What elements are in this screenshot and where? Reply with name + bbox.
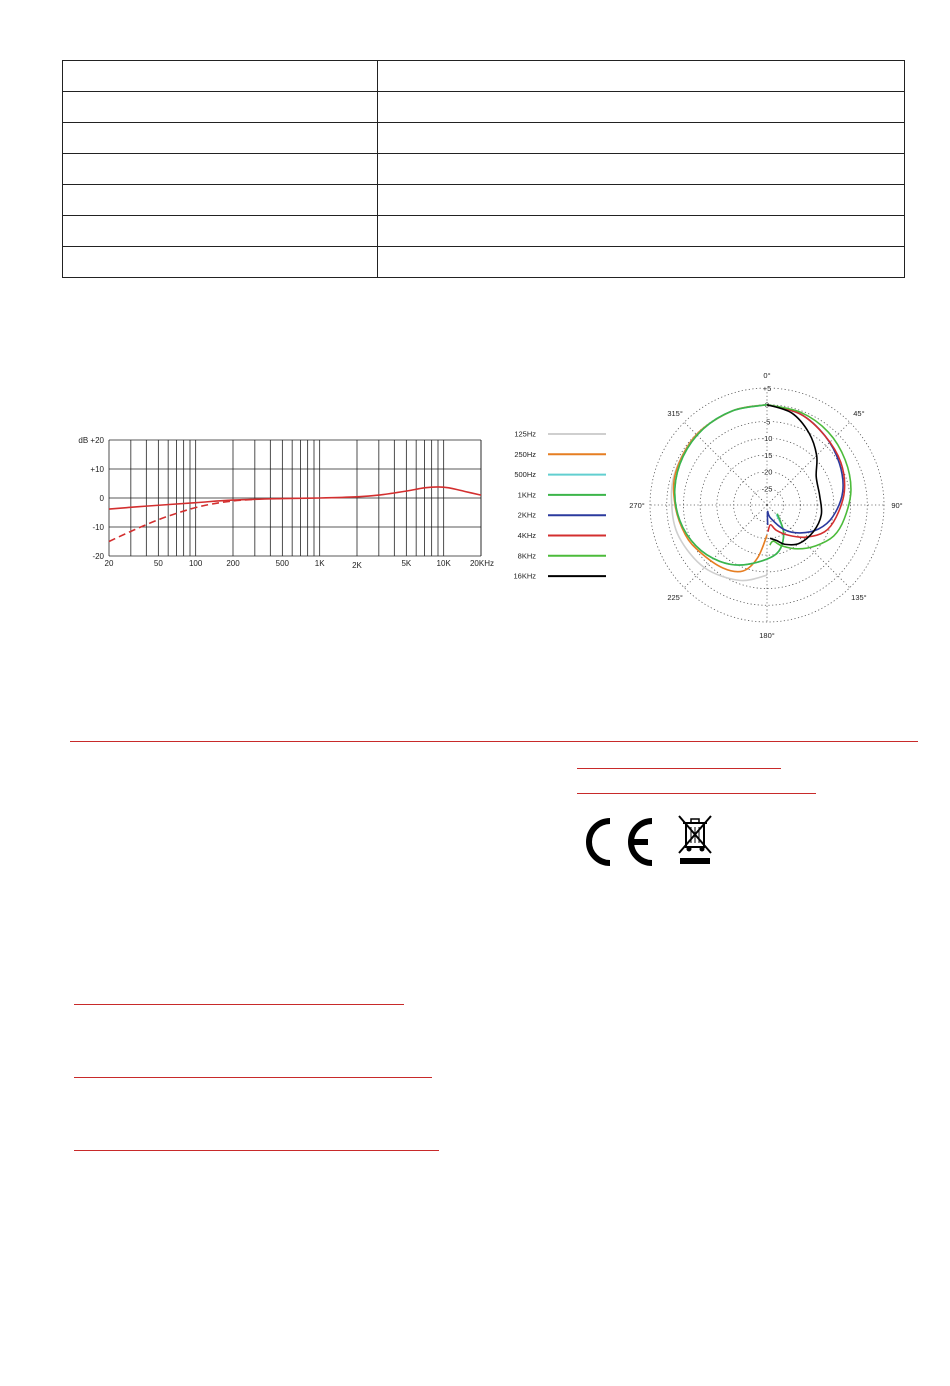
spec-value-cell: [378, 61, 905, 92]
legend-label: 500Hz: [514, 470, 536, 480]
x-tick-label: 10K: [436, 559, 451, 568]
spec-label-cell: [63, 154, 378, 185]
legend-label: 16KHz: [513, 571, 536, 581]
polar-angle-label: 225°: [667, 592, 683, 602]
spec-value-cell: [378, 123, 905, 154]
polar-series-250hz: [674, 405, 767, 572]
x-tick-label: 50: [153, 559, 163, 568]
polar-angle-label: 315°: [667, 409, 683, 419]
ce-mark-icon: [578, 815, 658, 869]
spec-label-cell: [63, 216, 378, 247]
legend-label: 2KHz: [517, 510, 536, 520]
polar-pattern-chart: [500, 360, 940, 650]
legend-label: 250Hz: [514, 449, 536, 459]
section-divider: [70, 741, 918, 742]
x-tick-label: 5K: [401, 559, 412, 568]
polar-ring-label: -5: [763, 417, 771, 427]
spec-value-cell: [378, 185, 905, 216]
polar-ring-label: -25: [761, 484, 773, 494]
legend-label: 125Hz: [514, 429, 536, 439]
spec-row: [63, 123, 905, 154]
polar-series-2khz: [767, 405, 843, 533]
underline-short: [577, 768, 781, 769]
polar-ring-label: +5: [762, 384, 772, 393]
polar-angle-label: 270°: [629, 501, 645, 510]
x-tick-label: 20KHz: [469, 559, 495, 568]
spec-value-cell: [378, 247, 905, 278]
polar-angle-label: 180°: [759, 631, 775, 640]
y-tick-label: -20: [92, 552, 104, 561]
polar-series-125hz: [671, 405, 767, 581]
polar-spoke: [767, 422, 850, 505]
legend-label: 1KHz: [517, 490, 536, 500]
underline-left-1: [74, 1004, 404, 1005]
spec-row: [63, 247, 905, 278]
polar-ring-label: 0: [764, 400, 770, 410]
legend-label: 4KHz: [517, 531, 536, 540]
y-tick-label: -10: [92, 523, 104, 532]
y-tick-label: +10: [90, 465, 104, 474]
spec-row: [63, 92, 905, 123]
spec-label-cell: [63, 185, 378, 216]
polar-ring-label: -20: [761, 467, 773, 477]
y-tick-label: 0: [99, 494, 104, 503]
spec-value-cell: [378, 154, 905, 185]
polar-angle-label: 0°: [763, 371, 771, 380]
underline-left-3: [74, 1150, 439, 1151]
spec-label-cell: [63, 61, 378, 92]
spec-value-cell: [378, 92, 905, 123]
y-tick-label: dB +20: [78, 436, 104, 445]
legend-label: 8KHz: [517, 551, 536, 561]
polar-angle-label: 135°: [851, 592, 867, 602]
spec-table: [62, 60, 905, 278]
underline-left-2: [74, 1077, 432, 1078]
x-tick-label: 1K: [314, 559, 325, 568]
spec-row: [63, 154, 905, 185]
polar-ring-label: -15: [761, 450, 773, 460]
spec-row: [63, 61, 905, 92]
frequency-response-chart: [60, 430, 510, 580]
spec-label-cell: [63, 247, 378, 278]
x-tick-label: 200: [226, 559, 240, 568]
underline-medium: [577, 793, 816, 794]
x-tick-label: 500: [275, 559, 290, 568]
x-tick-label: 100: [188, 559, 203, 568]
spec-row: [63, 216, 905, 247]
polar-angle-label: 90°: [891, 501, 903, 510]
spec-label-cell: [63, 92, 378, 123]
x-tick-label: 20: [104, 559, 114, 568]
polar-angle-label: 45°: [853, 409, 865, 419]
polar-series-16khz: [767, 405, 822, 545]
polar-ring-label: -10: [761, 434, 773, 444]
weee-crossed-bin-icon: [676, 813, 716, 867]
x-tick-label: 2K: [352, 561, 362, 570]
spec-value-cell: [378, 216, 905, 247]
spec-label-cell: [63, 123, 378, 154]
spec-row: [63, 185, 905, 216]
